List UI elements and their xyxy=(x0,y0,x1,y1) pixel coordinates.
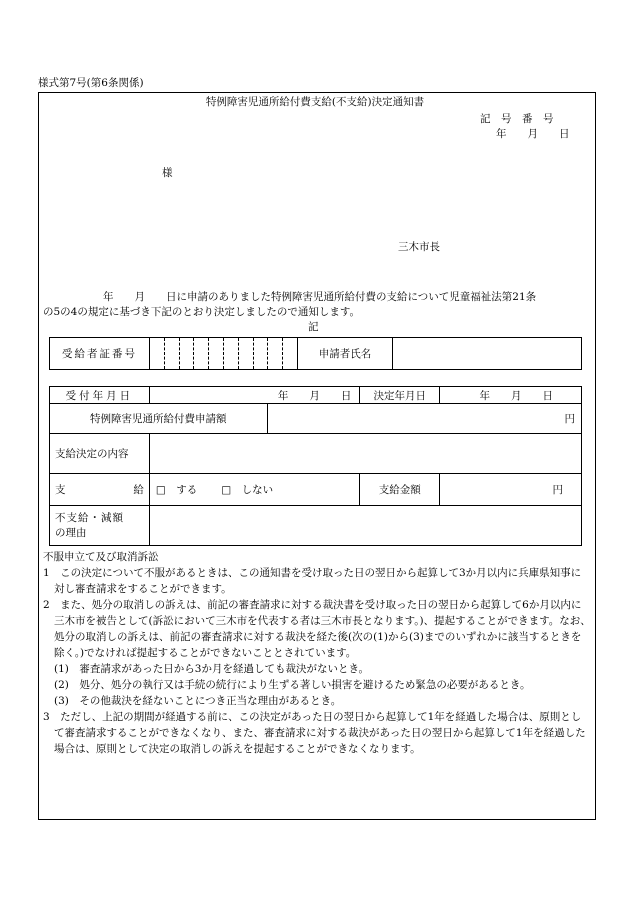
option-no-checkbox[interactable]: □ しない xyxy=(221,484,274,496)
claim-amount-field[interactable] xyxy=(267,404,581,434)
applicant-name-label: 申請者氏名 xyxy=(298,338,393,370)
record-number-label: 記 号 番 号 xyxy=(480,113,554,125)
issue-date-label: 年 月 日 xyxy=(496,128,570,140)
body-text-line2: の5の4の規定に基づき下記のとおり決定しましたので通知します。 xyxy=(43,306,361,318)
payment-amount-yen: 円 xyxy=(552,484,563,496)
received-date-value[interactable]: 年 月 日 xyxy=(149,387,360,404)
claim-amount-yen: 円 xyxy=(564,413,575,425)
payment-label-b: 給 xyxy=(133,484,144,496)
decision-content-label: 支給決定の内容 xyxy=(50,434,150,474)
decision-date-value[interactable]: 年 月 日 xyxy=(440,387,582,404)
reason-label-line1: 不支給・減額 xyxy=(55,511,124,524)
payment-options xyxy=(149,474,360,506)
issuer-name: 三木市長 xyxy=(398,241,440,253)
cert-no-boxes[interactable] xyxy=(150,338,298,370)
appeal-item-2-2: (2) 処分、処分の執行又は手続の続行により生ずる著しい損害を避けるため緊急の必要があるとき。 xyxy=(54,679,531,691)
form-number: 様式第7号(第6条関係) xyxy=(38,77,144,89)
reason-label-line2: の理由 xyxy=(55,526,87,539)
decision-date-label: 決定年月日 xyxy=(360,387,440,404)
ki-mark: 記 xyxy=(308,321,319,333)
appeal-item-1: 1 この決定について不服があるときは、この通知書を受け取った日の翌日から起算して3か月以内に兵庫県知事に対し審査請求をすることができます。 xyxy=(43,567,582,595)
appeal-item-2-1: (1) 審査請求があった日から3か月を経過しても裁決がないとき。 xyxy=(54,663,370,675)
received-date-label: 受付年月日 xyxy=(50,387,150,404)
appeal-section xyxy=(43,549,591,757)
decision-table xyxy=(49,386,582,546)
reason-field[interactable] xyxy=(149,506,581,546)
payment-label xyxy=(50,474,150,506)
payment-amount-field[interactable] xyxy=(440,474,582,506)
claim-amount-label: 特例障害児通所給付費申請額 xyxy=(50,404,268,434)
addressee-suffix: 様 xyxy=(162,167,173,179)
document-title: 特例障害児通所給付費支給(不支給)決定通知書 xyxy=(205,96,425,108)
decision-content-field[interactable] xyxy=(149,434,581,474)
body-text-line1: 年 月 日に申請のありました特例障害児通所給付費の支給について児童福祉法第21条 xyxy=(103,291,537,303)
appeal-item-2: 2 また、処分の取消しの訴えは、前記の審査請求に対する裁決書を受け取った日の翌日から起算して6か月以内に三木市を被告として(訴訟において三木市を代表する者は三木市長となります。)、提起することができます。なお、処分の取消しの訴えは、前記の審査請求に対する裁決を経た後(次の(1)から(3)までのいずれかに該当するときを除く。)でなければ提起することができないこととされています。 xyxy=(43,599,591,659)
payment-amount-label: 支給金額 xyxy=(360,474,440,506)
applicant-name-field[interactable] xyxy=(393,338,582,370)
appeal-item-2-3: (3) その他裁決を経ないことにつき正当な理由があるとき。 xyxy=(54,695,342,707)
reason-label xyxy=(50,506,150,546)
appeal-item-3: 3 ただし、上記の期間が経過する前に、この決定があった日の翌日から起算して1年を経過した場合は、原則として審査請求することができなくなり、また、審査請求に対する裁決があった日の翌日から起算して1年を経過した場合は、原則として決定の取消しの訴えを提起することができなくなります。 xyxy=(43,711,586,755)
cert-no-label: 受給者証番号 xyxy=(50,338,150,370)
option-yes-checkbox[interactable]: □ する xyxy=(155,484,198,496)
payment-label-a: 支 xyxy=(55,484,66,496)
recipient-table xyxy=(49,337,582,370)
appeal-heading: 不服申立て及び取消訴訟 xyxy=(43,551,159,563)
